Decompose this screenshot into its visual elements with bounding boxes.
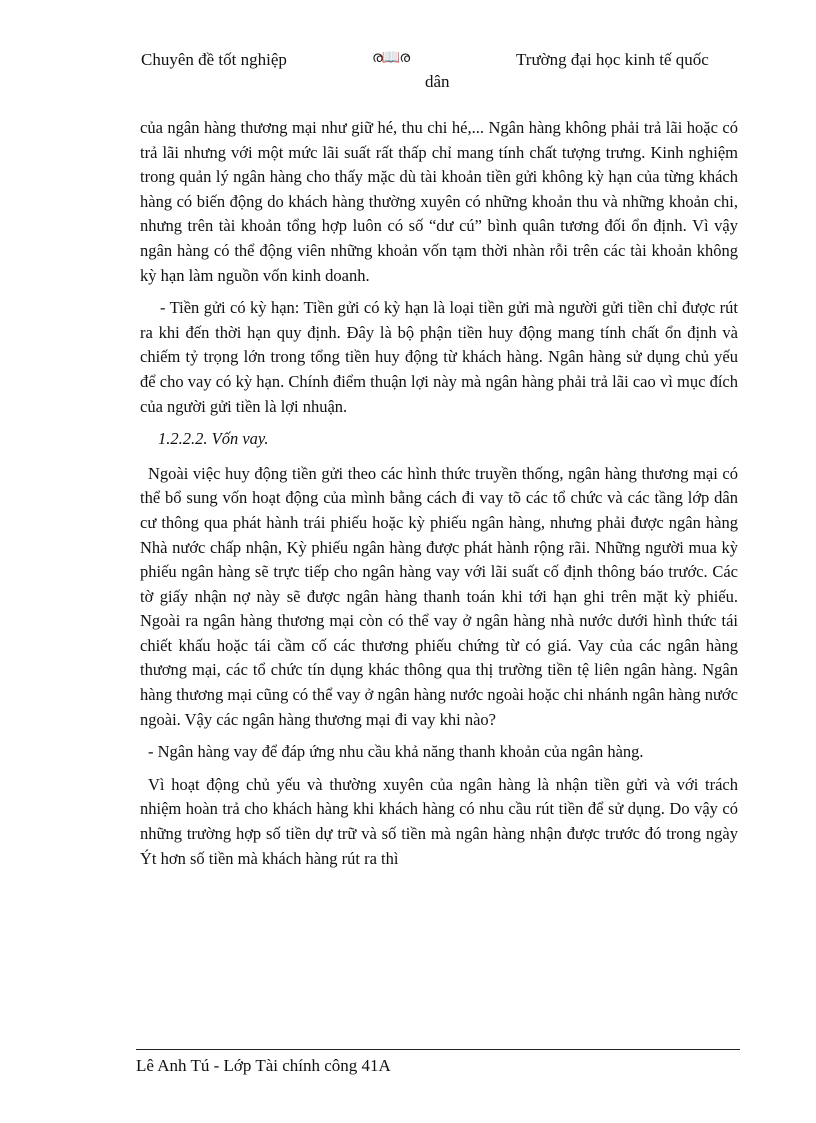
header-title-right-cont: dân bbox=[425, 72, 450, 91]
paragraph: của ngân hàng thương mại như giữ hé, thu chi hé,... Ngân hàng không phải trả lãi hoặc có trả lãi nhưng với một mức lãi suất rất thấp chỉ mang tính chất tượng trưng. Kinh nghiệm trong quản lý ngân hàng cho thấy mặc dù tài khoản tiền gửi không kỳ hạn của từng khách hàng có biến động do khách hàng thường xuyên có những khoản thu và những khoản chi, nhưng trên tài khoản tổng hợp luôn có số “dư cú” bình quân tương đối ổn định. Vì vậy ngân hàng có thể động viên những khoản vốn tạm thời nhàn rỗi trên các tài khoản không kỳ hạn làm nguồn vốn kinh doanh. bbox=[140, 118, 738, 285]
header-title-left: Chuyên đề tốt nghiệp bbox=[141, 50, 287, 69]
paragraph: Ngoài việc huy động tiền gửi theo các hình thức truyền thống, ngân hàng thương mại có thể bổ sung vốn hoạt động của mình bằng cách đi vay tõ các tổ chức và các tầng lớp dân cư thông qua phát hành trái phiếu hoặc kỳ phiếu ngân hàng, nhưng phải được ngân hàng Nhà nước chấp nhận, Kỳ phiếu ngân hàng được phát hành rộng rãi. Những người mua kỳ phiếu ngân hàng sẽ trực tiếp cho ngân hàng vay với lãi suất cố định thông báo trước. Các tờ giấy nhận nợ này sẽ được ngân hàng thanh toán khi tới hạn ghi trên mặt kỳ phiếu. Ngoài ra ngân hàng thương mại còn có thể vay ở ngân hàng nhà nước dưới hình thức tái chiết khấu hoặc tái cầm cố các thương phiếu chứng từ có giá. Vay của các ngân hàng thương mại, các tổ chức tín dụng khác thông qua thị trường tiền tệ liên ngân hàng. Ngân hàng thương mại cũng có thể vay ở ngân hàng nước ngoài hoặc chi nhánh ngân hàng nước ngoài. Vậy các ngân hàng thương mại đi vay khi nào? bbox=[140, 463, 738, 729]
document-body bbox=[140, 116, 738, 879]
header-title-right: Trường đại học kinh tế quốc bbox=[516, 50, 709, 69]
page-footer: Lê Anh Tú - Lớp Tài chính công 41A bbox=[136, 1056, 391, 1075]
book-ornament-icon: ര📖ര bbox=[372, 50, 410, 66]
paragraph: Vì hoạt động chủ yếu và thường xuyên của ngân hàng là nhận tiền gửi và với trách nhiệm hoàn trả cho khách hàng khi khách hàng có nhu cầu rút tiền để sử dụng. Do vậy có những trường hợp số tiền dự trữ và số tiền mà ngân hàng nhận được trước đó trong ngày Ýt hơn số tiền mà khách hàng rút ra thì bbox=[140, 774, 738, 868]
paragraph: - Ngân hàng vay để đáp ứng nhu cầu khả năng thanh khoản của ngân hàng. bbox=[148, 742, 644, 762]
paragraph: - Tiền gửi có kỳ hạn: Tiền gửi có kỳ hạn là loại tiền gửi mà người gửi tiền chỉ được rút ra khi đến thời hạn quy định. Đây là bộ phận tiền huy động mang tính chất ổn định và chiếm tỷ trọng lớn trong tổng tiền huy động từ khách hàng. Ngân hàng sử dụng chủ yếu để cho vay có kỳ hạn. Chính điểm thuận lợi này mà ngân hàng phải trả lãi cao vì mục đích của người gửi tiền là lợi nhuận. bbox=[140, 298, 738, 416]
section-heading: 1.2.2.2. Vốn vay. bbox=[158, 429, 269, 449]
footer-divider bbox=[136, 1049, 740, 1050]
